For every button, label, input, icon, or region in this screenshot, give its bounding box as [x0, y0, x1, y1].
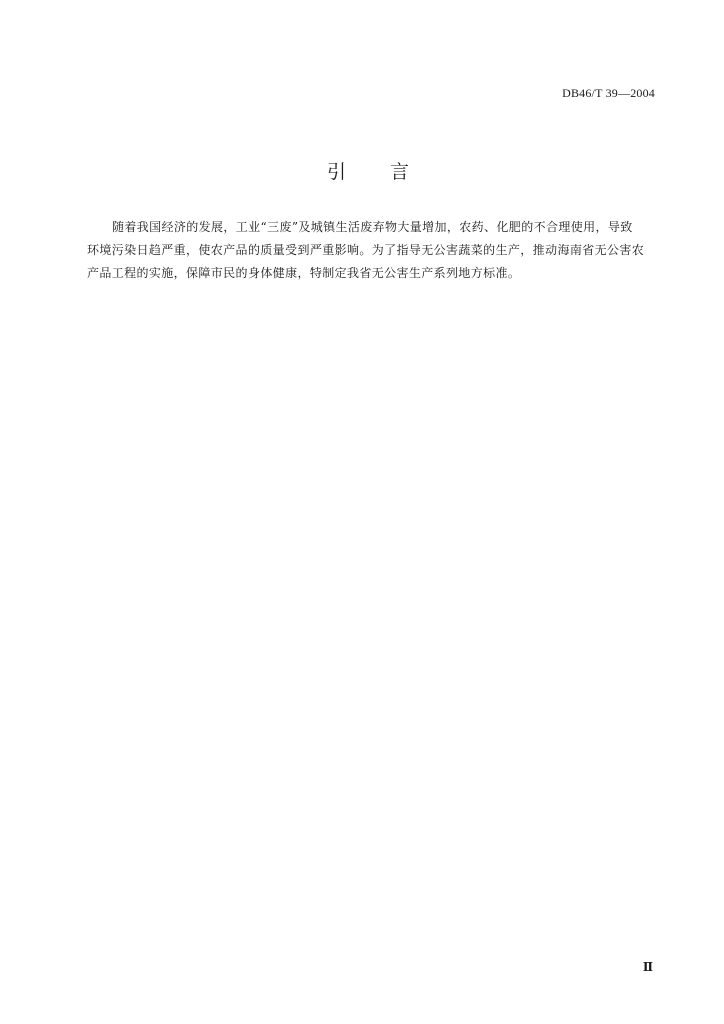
- intro-paragraph: [87, 216, 653, 285]
- title-char-1: 引: [326, 161, 346, 183]
- page-number: Ⅱ: [642, 960, 653, 974]
- page-title: [0, 157, 724, 184]
- document-code: DB46/T 39—2004: [562, 86, 655, 100]
- intro-line-1: 随着我国经济的发展，工业“三废”及城镇生活废弃物大量增加，农药、化肥的不合理使用，导致: [112, 220, 633, 234]
- title-char-2: 言: [390, 161, 410, 183]
- intro-line-3: 产品工程的实施，保障市民的身体健康，特制定我省无公害生产系列地方标准。: [87, 266, 521, 280]
- intro-line-2: 环境污染日趋严重，使农产品的质量受到严重影响。为了指导无公害蔬菜的生产，推动海南省无公害农: [87, 243, 645, 257]
